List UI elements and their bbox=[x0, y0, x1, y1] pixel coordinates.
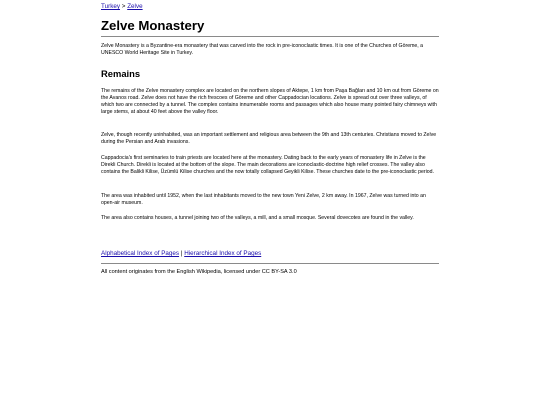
paragraph-structures: The area also contains houses, a tunnel joining two of the valleys, a mill, and a small mosque. Several dovecotes are found in the valley. bbox=[101, 215, 414, 221]
hierarchical-index-link[interactable]: Hierarchical Index of Pages bbox=[184, 250, 262, 257]
intro-paragraph: Zelve Monastery is a Byzantine-era monastery that was carved into the rock in pre-iconoclastic times. It is one of the Churches of Göreme, a UNESCO World Heritage Site in Turkey. bbox=[101, 43, 424, 57]
footer-divider bbox=[101, 263, 439, 264]
paragraph-churches: Cappadocia's first seminaries to train priests are located here at the monastery. Dating back to the early years of monastery life in Zelve is the Direkli Church. Direkli is located at the bottom of the slope. The main decorations are iconoclastic-doctrine high relief crosses. The valley also contains the Balikli Kilise, Üzümlü Kilise churches and the now totally collapsed Geyikli Kilise. These churches date to the pre-iconoclastic period. bbox=[101, 155, 434, 176]
breadcrumb bbox=[101, 3, 143, 11]
paragraph-history: Zelve, though recently uninhabited, was an important settlement and religious area between the 9th and 13th centuries. Christians moved to Zelve during the Persian and Arab invasions. bbox=[101, 132, 437, 146]
paragraph-location: The remains of the Zelve monastery complex are located on the northern slopes of Aktepe, 1 km from Paşa Bağları and 10 km out from Göreme on the Avanos road. Zelve does not have the rich frescoes of Göreme and other Cappadocian locations. Zelve is spread out over three valleys, of which two are connected by a tunnel. The complex contains innumerable rooms and passages which also house many pointed fairy chimneys with large stems, at about 40 feet above the valley floor. bbox=[101, 88, 439, 116]
section-heading-remains: Remains bbox=[101, 68, 141, 79]
index-separator: | bbox=[180, 250, 183, 257]
breadcrumb-separator: > bbox=[121, 3, 126, 10]
index-links bbox=[101, 250, 261, 258]
alphabetical-index-link[interactable]: Alphabetical Index of Pages bbox=[101, 250, 180, 257]
paragraph-museum: The area was inhabited until 1952, when the last inhabitants moved to the new town Yeni Zelve, 2 km away. In 1967, Zelve was turned into an open-air museum. bbox=[101, 193, 426, 207]
page-title: Zelve Monastery bbox=[101, 18, 205, 33]
title-divider bbox=[101, 36, 439, 37]
footer-license: All content originates from the English Wikipedia, licensed under CC BY-SA 3.0 bbox=[101, 269, 297, 275]
breadcrumb-link-zelve[interactable]: Zelve bbox=[127, 3, 143, 10]
breadcrumb-link-turkey[interactable]: Turkey bbox=[101, 3, 121, 10]
